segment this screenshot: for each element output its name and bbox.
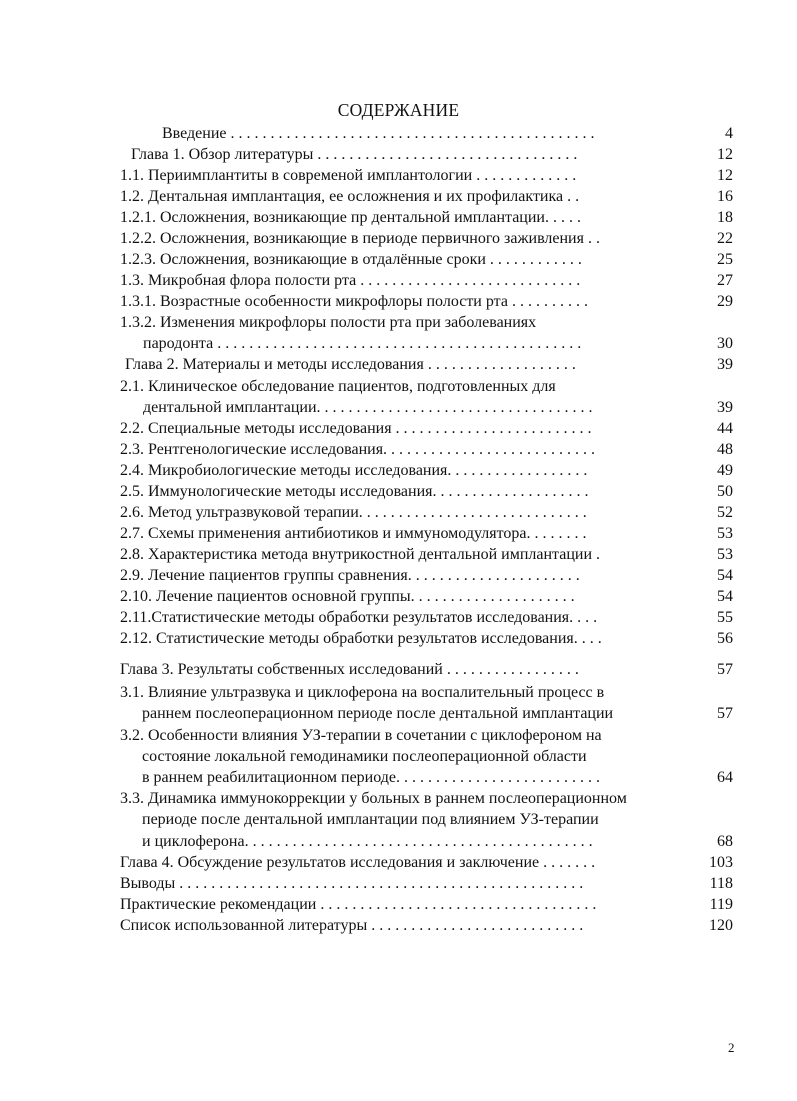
toc-entry-text: пародонта . . . . . . . . . . . . . . . . . . . . . . . . . . . . . . . . . . . . . . . . . . . . . . bbox=[143, 335, 582, 352]
toc-entry-page: 44 bbox=[717, 420, 733, 437]
toc-entry-text: 2.6. Метод ультразвуковой терапии. . . . . . . . . . . . . . . . . . . . . . . . . . . . . bbox=[120, 504, 587, 521]
toc-entry-text: состояние локальной гемодинамики послеоперационной области bbox=[142, 748, 587, 765]
toc-entry-page: 57 bbox=[717, 705, 733, 722]
toc-entry-page: 39 bbox=[717, 356, 733, 373]
toc-entry-text: 2.8. Характеристика метода внутрикостной дентальной имплантации . bbox=[120, 546, 601, 563]
toc-entry-page: 29 bbox=[717, 293, 733, 310]
toc-entry-page: 54 bbox=[717, 567, 733, 584]
toc-entry-page: 30 bbox=[717, 335, 733, 352]
toc-entry-text: Введение . . . . . . . . . . . . . . . . . . . . . . . . . . . . . . . . . . . . . . . . . . . . . . bbox=[162, 125, 595, 142]
toc-entry-text: Глава 2. Материалы и методы исследования . . . . . . . . . . . . . . . . . . . bbox=[125, 356, 576, 373]
toc-entry-page: 57 bbox=[717, 661, 733, 678]
toc-entry-page: 22 bbox=[717, 230, 733, 247]
page-title: СОДЕРЖАНИЕ bbox=[337, 100, 460, 120]
toc-entry-page: 18 bbox=[717, 209, 733, 226]
toc-entry-text: 1.2.2. Осложнения, возникающие в периоде первичного заживления . . bbox=[120, 230, 600, 247]
toc-entry-text: Глава 3. Результаты собственных исследований . . . . . . . . . . . . . . . . . bbox=[120, 661, 579, 678]
toc-entry-text: раннем послеоперационном периоде после дентальной имплантации bbox=[142, 705, 614, 722]
toc-entry-text: 2.2. Специальные методы исследования . . . . . . . . . . . . . . . . . . . . . . . . . bbox=[120, 420, 592, 437]
toc-entry-text: 2.12. Статистические методы обработки результатов исследования. . . . bbox=[120, 630, 602, 647]
toc-entry-text: Глава 1. Обзор литературы . . . . . . . . . . . . . . . . . . . . . . . . . . . . . . . . . bbox=[131, 146, 578, 163]
toc-entry-text: в раннем реабилитационном периоде. . . . . . . . . . . . . . . . . . . . . . . . . . bbox=[142, 769, 601, 786]
toc-entry-page: 49 bbox=[717, 462, 733, 479]
toc-entry-page: 54 bbox=[717, 588, 733, 605]
toc-entry-page: 52 bbox=[717, 504, 733, 521]
toc-entry-text: Практические рекомендации . . . . . . . . . . . . . . . . . . . . . . . . . . . . . . . . . . . bbox=[120, 896, 597, 913]
toc-entry-text: 1.3.2. Изменения микрофлоры полости рта при заболеваниях bbox=[120, 314, 537, 331]
toc-entry-text: 1.3.1. Возрастные особенности микрофлоры полости рта . . . . . . . . . . bbox=[120, 293, 588, 310]
toc-entry-text: дентальной имплантации. . . . . . . . . . . . . . . . . . . . . . . . . . . . . . . . . . . bbox=[143, 399, 593, 416]
toc-entry-page: 64 bbox=[717, 769, 733, 786]
toc-entry-text: 2.3. Рентгенологические исследования. . . . . . . . . . . . . . . . . . . . . . . . . . . bbox=[120, 441, 596, 458]
toc-entry-page: 120 bbox=[709, 917, 733, 934]
toc-entry-text: Список использованной литературы . . . . . . . . . . . . . . . . . . . . . . . . . . . bbox=[120, 917, 584, 934]
toc-entry-page: 50 bbox=[717, 483, 733, 500]
toc-entry-text: 2.10. Лечение пациентов основной группы. . . . . . . . . . . . . . . . . . . . . bbox=[120, 588, 575, 605]
toc-entry-page: 118 bbox=[709, 875, 733, 892]
toc-entry-text: 2.4. Микробиологические методы исследования. . . . . . . . . . . . . . . . . . bbox=[120, 462, 588, 479]
toc-entry-page: 25 bbox=[717, 251, 733, 268]
toc-entry-text: Выводы . . . . . . . . . . . . . . . . . . . . . . . . . . . . . . . . . . . . . . . . . . . . . . . . . . . bbox=[120, 875, 584, 892]
toc-entry-page: 27 bbox=[717, 272, 733, 289]
toc-entry-text: 3.2. Особенности влияния УЗ-терапии в сочетании с циклофероном на bbox=[120, 727, 602, 744]
toc-entry-page: 12 bbox=[717, 146, 733, 163]
toc-entry-text: 2.1. Клиническое обследование пациентов, подготовленных для bbox=[120, 378, 556, 395]
toc-entry-text: 2.11.Статистические методы обработки результатов исследования. . . . bbox=[120, 609, 598, 626]
toc-entry-text: и циклоферона. . . . . . . . . . . . . . . . . . . . . . . . . . . . . . . . . . . . . . . . . . . . bbox=[142, 833, 593, 850]
toc-entry-text: 2.7. Схемы применения антибиотиков и иммуномодулятора. . . . . . . . bbox=[120, 525, 587, 542]
page-number: 2 bbox=[728, 1040, 735, 1055]
toc-entry-page: 103 bbox=[709, 854, 733, 871]
toc-entry-page: 68 bbox=[717, 833, 733, 850]
toc-entry-page: 39 bbox=[717, 399, 733, 416]
toc-entry-page: 16 bbox=[717, 188, 733, 205]
toc-entry-page: 119 bbox=[709, 896, 733, 913]
toc-entry-page: 48 bbox=[717, 441, 733, 458]
toc-entry-page: 53 bbox=[717, 525, 733, 542]
toc-entry-text: 1.2. Дентальная имплантация, ее осложнения и их профилактика . . bbox=[120, 188, 580, 205]
toc-entry-text: 1.2.1. Осложнения, возникающие пр дентальной имплантации. . . . . bbox=[120, 209, 581, 226]
toc-entry-text: 1.3. Микробная флора полости рта . . . . . . . . . . . . . . . . . . . . . . . . . . . . bbox=[120, 272, 581, 289]
toc-entry-text: 3.3. Динамика иммунокоррекции у больных в раннем послеоперационном bbox=[120, 790, 627, 807]
toc-entry-text: 1.2.3. Осложнения, возникающие в отдалённые сроки . . . . . . . . . . . . bbox=[120, 251, 582, 268]
toc-entry-text: 2.9. Лечение пациентов группы сравнения. . . . . . . . . . . . . . . . . . . . . . bbox=[120, 567, 580, 584]
toc-entry-text: 1.1. Периимплантиты в современой имплантологии . . . . . . . . . . . . . bbox=[120, 167, 577, 184]
toc-entry-text: Глава 4. Обсуждение результатов исследования и заключение . . . . . . . bbox=[120, 854, 596, 871]
toc-entry-page: 12 bbox=[717, 167, 733, 184]
toc-entry-text: 2.5. Иммунологические методы исследования. . . . . . . . . . . . . . . . . . . . bbox=[120, 483, 589, 500]
toc-entry-page: 56 bbox=[717, 630, 733, 647]
toc-entry-text: 3.1. Влияние ультразвука и циклоферона на воспалительный процесс в bbox=[120, 684, 605, 701]
toc-entry-page: 4 bbox=[725, 125, 733, 142]
toc-entry-page: 55 bbox=[717, 609, 733, 626]
toc-entry-text: периоде после дентальной имплантации под влиянием УЗ-терапии bbox=[142, 811, 599, 828]
toc-entry-page: 53 bbox=[717, 546, 733, 563]
